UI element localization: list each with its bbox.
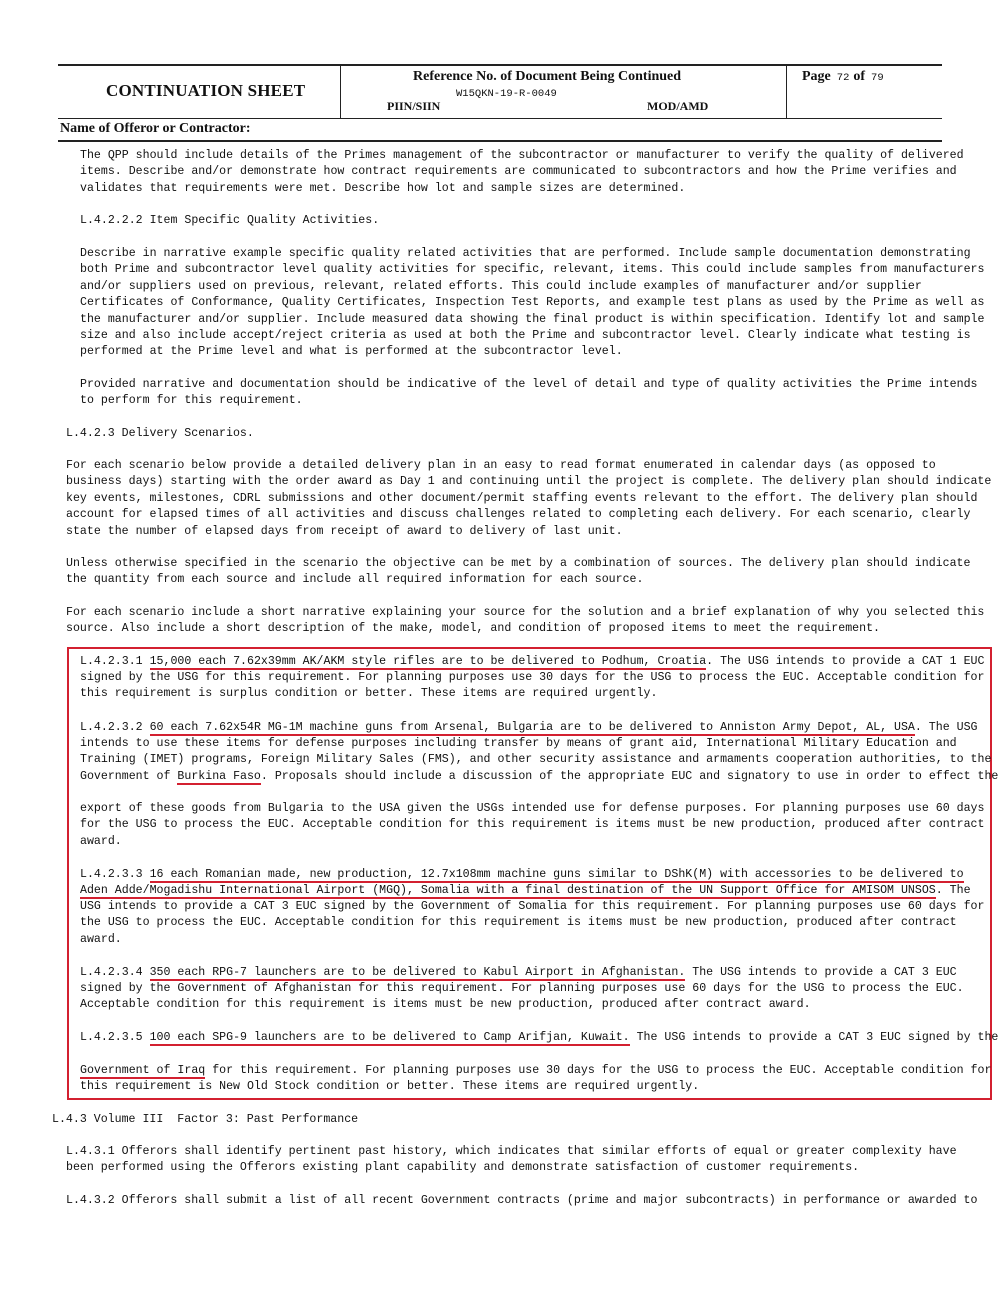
piin-label: PIIN/SIIN — [387, 99, 441, 113]
header-reference-cell — [341, 66, 787, 118]
header-page-cell — [787, 66, 942, 118]
scenario-5-underlined-2: Government of Iraq — [80, 1064, 206, 1077]
paragraph-delivery-plan: For each scenario below provide a detailed delivery plan in an easy to read format enumerated in calendar days (as opposed to business days) starting with the order award as Day 1 and continuing until the project is complete. The delivery plan should indicate key events, milestones, CDRL submissions and other document/permit staffing events relevant to the effort. The delivery plan should account for elapsed times of all activities and discuss challenges related to completing each delivery. For each scenario, clearly state the number of elapsed days from receipt of award to delivery of last unit. — [66, 459, 992, 538]
scenario-3-underlined-2: Aden Adde/Mogadishu International Airport (MGQ), Somalia with a final destination of the UN Support Office for AMISOM UNSOS — [80, 884, 936, 897]
scenario-2-underlined-2: Burkina Faso — [177, 769, 261, 783]
scenario-2-middle — [80, 736, 998, 785]
header-title-cell — [58, 66, 341, 118]
scenario-3-body: USG intends to provide a CAT 3 EUC signed by the Government of Somalia for this requirement. For planning purposes use 60 days for the USG to process the EUC. Acceptable condition for this requirement is items must be new production, produced after contract award. — [80, 900, 985, 946]
scenario-2-underlined: 60 each 7.62x54R MG-1M machine guns from Arsenal, Bulgaria are to be delivered to Anniston Army Depot, AL, USA — [149, 721, 915, 734]
scenario-5-line1 — [80, 1030, 998, 1046]
scenario-5-number: L.4.2.3.5 — [80, 1031, 150, 1044]
scenario-5-text-2: for this requirement. For planning purposes use 30 days for the USG to process the EUC. Acceptable condition for — [205, 1064, 992, 1077]
scenario-3-line1 — [80, 867, 964, 883]
paragraph-narrative-documentation: Provided narrative and documentation should be indicative of the level of detail and type of quality activities the Prime intends to perform for this requirement. — [80, 378, 978, 408]
continuation-sheet-header — [58, 64, 942, 119]
scenario-4-line1 — [80, 965, 957, 981]
scenario-1-line1 — [80, 654, 984, 670]
scenario-3-text: . The — [935, 884, 971, 897]
heading-delivery-scenarios: L.4.2.3 Delivery Scenarios. — [66, 427, 254, 440]
heading-past-performance: L.4.3 Volume III Factor 3: Past Performance — [52, 1113, 359, 1126]
paragraph-narrative-sources: For each scenario include a short narrative explaining your source for the solution and a brief explanation of why you selected this source. Also include a short description of the make, model, and condition of proposed items to meet the requirement. — [66, 606, 985, 636]
scenario-4-underlined: 350 each RPG-7 launchers are to be delivered to Kabul Airport in Afghanistan. — [149, 966, 686, 979]
paragraph-past-history: L.4.3.1 Offerors shall identify pertinent past history, which indicates that similar efforts of equal or greater complexity have been performed using the Offerors existing plant capability and demonstrate satisfaction of customer requirements. — [66, 1145, 957, 1175]
page-total: 79 — [871, 72, 884, 84]
offeror-divider — [58, 140, 942, 142]
scenario-5-underlined: 100 each SPG-9 launchers are to be delivered to Camp Arifjan, Kuwait. — [149, 1031, 630, 1044]
modamd-label: MOD/AMD — [647, 99, 709, 113]
reference-label: Reference No. of Document Being Continued — [413, 69, 682, 84]
scenario-3-line2 — [80, 883, 971, 899]
scenario-4-text: The USG intends to provide a CAT 3 EUC — [685, 966, 957, 979]
page-indicator — [802, 69, 888, 85]
paragraph-sources: Unless otherwise specified in the scenario the objective can be met by a combination of sources. The delivery plan should indicate the quantity from each source and include all required information for each source. — [66, 557, 971, 587]
scenario-5-line2 — [80, 1063, 991, 1079]
scenario-5-body: this requirement is New Old Stock condition or better. These items are required urgently. — [80, 1080, 700, 1093]
scenario-3-underlined: 16 each Romanian made, new production, 12.7x108mm machine guns similar to DShK(M) with accessories to be delivered to — [149, 868, 964, 881]
scenario-4-body: signed by the Government of Afghanistan for this requirement. For planning purposes use 60 days for the USG to process the EUC. Acceptable condition for this requirement is items must be new production, produced after contract award. — [80, 982, 964, 1012]
scenario-5-text: The USG intends to provide a CAT 3 EUC signed by the — [629, 1031, 999, 1044]
paragraph-qpp: The QPP should include details of the Primes management of the subcontractor or manufacturer to verify the quality of delivered items. Describe and/or demonstrate how contract requirements are communicated to subcontractors and how the Prime verifies and validates that requirements were met. Describe how lot and sample sizes are determined. — [80, 149, 964, 195]
scenario-2-body: export of these goods from Bulgaria to the USA given the USGs intended use for defense purposes. For planning purposes use 60 days for the USG to process the EUC. Acceptable condition for this requirement is items must be new production, produced after contract award. — [80, 802, 985, 848]
page-number: 72 — [836, 72, 850, 84]
scenario-2-mid-text: intends to use these items for defense purposes including transfer by means of grant aid, International Military Education and Training (IMET) programs, Foreign Military Sales (FMS), and other security assistance and armaments cooperation authorities, to the Government of — [80, 737, 992, 783]
paragraph-recent-contracts: L.4.3.2 Offerors shall submit a list of all recent Government contracts (prime and major subcontracts) in performance or awarded to — [66, 1194, 978, 1207]
reference-number: W15QKN-19-R-0049 — [456, 88, 557, 100]
scenario-1-body: signed by the USG for this requirement. For planning purposes use 30 days for the USG to process the EUC. Acceptable condition for this requirement is surplus condition or better. These items are required urgently. — [80, 671, 985, 701]
scenario-2-number: L.4.2.3.2 — [80, 721, 150, 734]
scenario-1-number: L.4.2.3.1 — [80, 655, 150, 668]
heading-item-specific-quality: L.4.2.2.2 Item Specific Quality Activities. — [80, 214, 380, 227]
scenario-4-number: L.4.2.3.4 — [80, 966, 150, 979]
offeror-label: Name of Offeror or Contractor: — [60, 121, 251, 136]
page-of-label: of — [853, 69, 866, 84]
scenario-2-text: . The USG — [914, 721, 978, 734]
page-label: Page — [802, 69, 831, 84]
sheet-title: CONTINUATION SHEET — [106, 81, 306, 100]
scenario-2-line1 — [80, 720, 978, 736]
scenario-2-text-2: . Proposals should include a discussion of the appropriate EUC and signatory to use in order to effect the — [260, 769, 999, 783]
paragraph-quality-activities: Describe in narrative example specific quality related activities that are performed. Include sample documentation demonstrating both Prime and subcontractor level quality activities for specific, relevant, items. This could include samples from manufacturers and/or suppliers used on previous, relevant, related efforts. This could include examples of manufacturer and/or supplier Certificates of Conformance, Quality Certificates, Inspection Test Reports, and example test plans as used by the Prime as well as the manufacturer and/or supplier. Include measured data showing the final product is within specification. Identify lot and sample size and also include accept/reject criteria as used at both the Prime and subcontractor level. Clearly indicate what testing is performed at the Prime level and what is performed at the subcontractor level. — [80, 247, 985, 359]
scenario-1-text: . The USG intends to provide a CAT 1 EUC — [706, 655, 985, 668]
scenario-1-underlined: 15,000 each 7.62x39mm AK/AKM style rifles are to be delivered to Podhum, Croatia — [149, 655, 707, 668]
scenario-3-number: L.4.2.3.3 — [80, 868, 150, 881]
